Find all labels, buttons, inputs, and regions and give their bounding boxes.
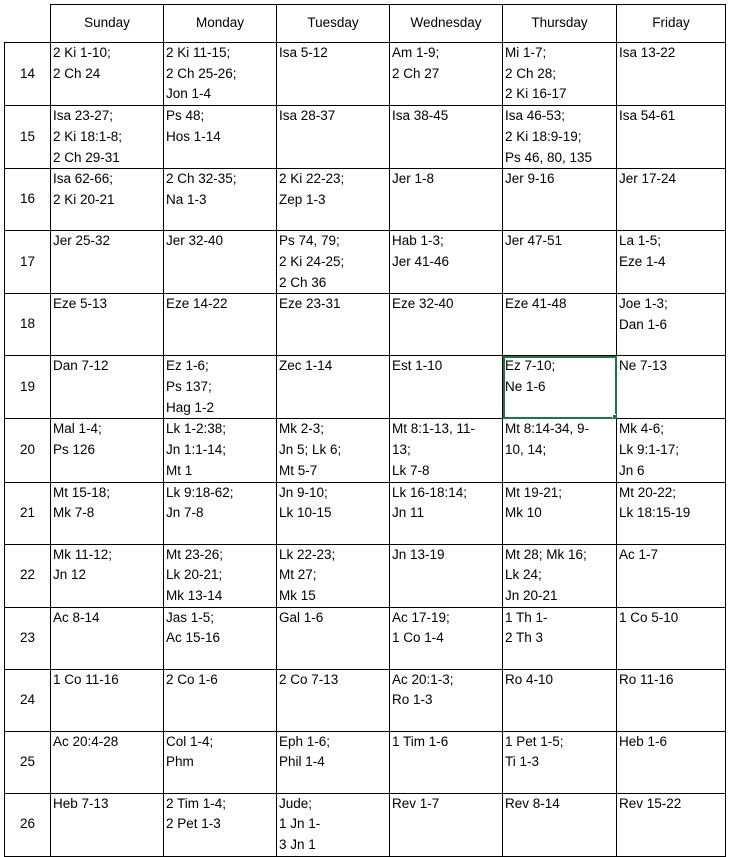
day-header[interactable]: Wednesday [390, 5, 503, 43]
reading-line: 2 Ch 36 [279, 274, 327, 290]
reading-line: 1 Co 1-4 [392, 630, 444, 646]
day-header[interactable]: Tuesday [277, 5, 390, 43]
table-row [5, 482, 726, 544]
reading-cell[interactable] [164, 106, 277, 169]
reading-line: Ac 20:4-28 [53, 733, 119, 749]
reading-cell[interactable] [390, 731, 503, 793]
reading-cell[interactable] [51, 169, 164, 231]
reading-line: Mt 20-22; [619, 484, 677, 500]
reading-cell[interactable] [51, 231, 164, 294]
reading-line: Eze 41-48 [505, 296, 567, 312]
reading-cell[interactable] [277, 294, 390, 356]
table-row [5, 294, 726, 356]
reading-line: Zep 1-3 [279, 191, 326, 207]
day-header[interactable]: Monday [164, 5, 277, 43]
reading-line: Lk 18:15-19 [619, 505, 691, 521]
reading-line: Lk 7-8 [392, 462, 430, 478]
reading-line: Mi 1-7; [505, 45, 547, 60]
week-number-cell[interactable]: 21 [5, 482, 51, 544]
reading-cell[interactable] [164, 231, 277, 294]
reading-line: Am 1-9; [392, 45, 440, 60]
reading-cell[interactable] [164, 294, 277, 356]
reading-line: Dan 1-6 [619, 317, 668, 333]
reading-line: 1 Pet 1-5; [505, 733, 564, 749]
reading-cell[interactable] [503, 106, 617, 169]
reading-line: 10, 14; [505, 442, 547, 458]
reading-cell[interactable] [617, 294, 726, 356]
reading-line: 3 Jn 1 [279, 837, 316, 853]
reading-line: 1 Co 5-10 [619, 609, 679, 625]
reading-line: Jn 9-10; [279, 484, 328, 500]
reading-line: 13; [392, 442, 411, 458]
reading-line: Ps 74, 79; [279, 233, 340, 249]
reading-cell[interactable] [277, 669, 390, 731]
reading-line: Col 1-4; [166, 733, 214, 749]
reading-line: Mt 15-18; [53, 484, 111, 500]
reading-cell[interactable] [617, 607, 726, 669]
reading-line: Ps 137; [166, 379, 212, 395]
reading-cell[interactable] [503, 169, 617, 231]
week-number-cell[interactable]: 17 [5, 231, 51, 294]
reading-cell[interactable] [617, 43, 726, 106]
reading-cell[interactable] [51, 482, 164, 544]
reading-cell[interactable] [390, 419, 503, 482]
reading-line: 2 Ki 18:1-8; [53, 128, 123, 144]
reading-cell[interactable] [390, 106, 503, 169]
reading-cell[interactable] [617, 793, 726, 856]
reading-line: Ps 46, 80, 135 [505, 149, 593, 165]
table-row [5, 607, 726, 669]
reading-line: Heb 1-6 [619, 733, 668, 749]
reading-cell[interactable] [277, 731, 390, 793]
reading-line: Ez 7-10; [505, 358, 556, 374]
reading-cell[interactable] [164, 669, 277, 731]
reading-cell[interactable] [164, 169, 277, 231]
reading-cell[interactable] [390, 231, 503, 294]
reading-line: 2 Th 3 [505, 630, 544, 646]
reading-cell[interactable] [51, 731, 164, 793]
week-number-cell[interactable]: 26 [5, 793, 51, 856]
reading-line: Jn 5; Lk 6; [279, 442, 342, 458]
table-row [5, 106, 726, 169]
reading-cell[interactable] [617, 544, 726, 607]
reading-line: Ro 11-16 [619, 671, 674, 687]
reading-line: Jn 12 [53, 567, 87, 583]
reading-line: Eze 1-4 [619, 253, 666, 269]
reading-line: Isa 62-66; [53, 171, 114, 187]
reading-line: Hos 1-14 [166, 128, 221, 144]
reading-line: Joe 1-3; [619, 296, 668, 312]
table-row [5, 231, 726, 294]
reading-line: Mk 11-12; [53, 546, 113, 562]
reading-cell[interactable] [390, 482, 503, 544]
reading-line: Eph 1-6; [279, 733, 331, 749]
reading-line: Mk 7-8 [53, 505, 95, 521]
reading-line: Mt 5-7 [279, 462, 318, 478]
reading-cell[interactable] [51, 544, 164, 607]
table-row [5, 419, 726, 482]
week-number-cell[interactable]: 19 [5, 356, 51, 419]
reading-cell[interactable] [617, 731, 726, 793]
reading-cell[interactable] [277, 419, 390, 482]
reading-line: 2 Ch 29-31 [53, 149, 120, 165]
reading-cell[interactable] [164, 482, 277, 544]
reading-cell[interactable] [617, 669, 726, 731]
reading-line: Jer 17-24 [619, 171, 677, 187]
reading-cell[interactable] [390, 793, 503, 856]
day-header[interactable]: Thursday [503, 5, 617, 43]
reading-cell[interactable] [503, 793, 617, 856]
reading-cell[interactable] [277, 169, 390, 231]
week-number-cell[interactable]: 15 [5, 106, 51, 169]
reading-line: Lk 22-23; [279, 546, 336, 562]
reading-cell[interactable] [51, 793, 164, 856]
table-row [5, 43, 726, 106]
reading-line: Zec 1-14 [279, 358, 333, 374]
reading-cell[interactable] [51, 106, 164, 169]
reading-line: Hab 1-3; [392, 233, 444, 249]
reading-line: Ac 15-16 [166, 630, 221, 646]
reading-line: Jn 20-21 [505, 587, 558, 603]
reading-line: Rev 15-22 [619, 795, 682, 811]
reading-line: Eze 5-13 [53, 296, 108, 312]
reading-line: Mt 19-21; [505, 484, 563, 500]
reading-line: Isa 5-12 [279, 45, 328, 60]
reading-line: Jer 9-16 [505, 171, 555, 187]
week-number-cell[interactable]: 22 [5, 544, 51, 607]
reading-cell[interactable] [503, 419, 617, 482]
reading-line: 2 Ch 27 [392, 65, 440, 81]
reading-cell[interactable] [277, 231, 390, 294]
reading-line: 2 Ki 24-25; [279, 253, 345, 269]
reading-line: Lk 9:18-62; [166, 484, 234, 500]
reading-line: 2 Ki 16-17 [505, 86, 567, 102]
reading-cell[interactable] [390, 43, 503, 106]
reading-line: Lk 20-21; [166, 567, 223, 583]
reading-line: Est 1-10 [392, 358, 443, 374]
reading-line: Lk 10-15 [279, 505, 332, 521]
reading-plan-table [4, 4, 726, 857]
table-row [5, 169, 726, 231]
reading-line: Jn 1:1-14; [166, 442, 227, 458]
reading-cell[interactable] [390, 669, 503, 731]
reading-line: Jude; [279, 795, 313, 811]
day-header[interactable]: Friday [617, 5, 726, 43]
reading-cell[interactable] [51, 43, 164, 106]
reading-line: Mal 1-4; [53, 421, 102, 437]
corner-cell[interactable] [5, 5, 51, 43]
reading-line: Mk 4-6; [619, 421, 665, 437]
table-row [5, 793, 726, 856]
reading-line: Isa 28-37 [279, 108, 336, 124]
reading-cell[interactable] [164, 356, 277, 419]
reading-line: Ac 17-19; [392, 609, 450, 625]
reading-line: 2 Ch 32-35; [166, 171, 237, 187]
reading-cell[interactable] [277, 544, 390, 607]
reading-cell[interactable] [277, 607, 390, 669]
reading-line: Mk 2-3; [279, 421, 325, 437]
reading-cell[interactable] [277, 106, 390, 169]
reading-cell[interactable] [164, 793, 277, 856]
reading-cell[interactable] [503, 544, 617, 607]
reading-line: Jer 32-40 [166, 233, 224, 249]
reading-cell[interactable] [503, 482, 617, 544]
reading-cell-selected[interactable] [503, 356, 617, 419]
reading-line: Dan 7-12 [53, 358, 109, 374]
reading-cell[interactable] [164, 731, 277, 793]
reading-line: 2 Ki 11-15; [166, 45, 231, 60]
reading-line: Jas 1-5; [166, 609, 215, 625]
reading-cell[interactable] [51, 607, 164, 669]
reading-cell[interactable] [503, 231, 617, 294]
reading-line: Mt 28; Mk 16; [505, 546, 587, 562]
reading-cell[interactable] [390, 544, 503, 607]
reading-cell[interactable] [617, 231, 726, 294]
reading-line: 2 Ki 1-10; [53, 45, 111, 60]
reading-line: Lk 1-2:38; [166, 421, 227, 437]
reading-line: Jn 13-19 [392, 546, 445, 562]
reading-cell[interactable] [51, 356, 164, 419]
reading-line: Mt 8:14-34, 9- [505, 421, 590, 437]
reading-cell[interactable] [164, 544, 277, 607]
reading-line: 2 Pet 1-3 [166, 816, 221, 832]
reading-cell[interactable] [51, 669, 164, 731]
reading-line: Jn 7-8 [166, 505, 204, 521]
table-row [5, 669, 726, 731]
reading-cell[interactable] [390, 169, 503, 231]
reading-line: Rev 1-7 [392, 795, 440, 811]
reading-cell[interactable] [277, 793, 390, 856]
reading-line: Isa 13-22 [619, 45, 676, 60]
reading-line: 2 Co 7-13 [279, 671, 339, 687]
reading-cell[interactable] [277, 356, 390, 419]
reading-line: Mt 8:1-13, 11- [392, 421, 476, 437]
reading-line: Heb 7-13 [53, 795, 109, 811]
reading-line: La 1-5; [619, 233, 662, 249]
reading-line: Ez 1-6; [166, 358, 209, 374]
reading-line: Lk 16-18:14; [392, 484, 468, 500]
reading-line: Eze 23-31 [279, 296, 341, 312]
header-row [5, 5, 726, 43]
reading-line: Jn 11 [392, 505, 425, 521]
reading-line: Eze 14-22 [166, 296, 228, 312]
reading-line: Ro 4-10 [505, 671, 554, 687]
reading-line: Jer 1-8 [392, 171, 435, 187]
reading-line: Jer 25-32 [53, 233, 111, 249]
reading-line: Phm [166, 754, 194, 770]
reading-line: Isa 23-27; [53, 108, 114, 124]
reading-line: Rev 8-14 [505, 795, 560, 811]
reading-cell[interactable] [617, 356, 726, 419]
reading-cell[interactable] [164, 419, 277, 482]
week-number-cell[interactable]: 18 [5, 294, 51, 356]
reading-line: Isa 38-45 [392, 108, 449, 124]
reading-line: Phil 1-4 [279, 754, 325, 770]
reading-line: Hag 1-2 [166, 399, 215, 415]
reading-cell[interactable] [617, 482, 726, 544]
reading-cell[interactable] [277, 43, 390, 106]
reading-line: Mk 13-14 [166, 587, 223, 603]
reading-cell[interactable] [51, 419, 164, 482]
reading-line: Mk 15 [279, 587, 316, 603]
reading-line: Mt 23-26; [166, 546, 224, 562]
reading-cell[interactable] [51, 294, 164, 356]
reading-line: Na 1-3 [166, 191, 207, 207]
reading-cell[interactable] [277, 482, 390, 544]
reading-cell[interactable] [503, 669, 617, 731]
reading-line: Ac 1-7 [619, 546, 659, 562]
reading-cell[interactable] [617, 106, 726, 169]
reading-cell[interactable] [503, 43, 617, 106]
reading-line: 1 Jn 1- [279, 816, 321, 832]
reading-line: Ac 8-14 [53, 609, 100, 625]
week-number-cell[interactable]: 20 [5, 419, 51, 482]
reading-line: Lk 24; [505, 567, 542, 583]
reading-line: Mk 10 [505, 505, 542, 521]
reading-line: Jer 47-51 [505, 233, 563, 249]
reading-line: 2 Ki 22-23; [279, 171, 345, 187]
reading-line: 1 Th 1- [505, 609, 548, 625]
reading-line: Ps 126 [53, 442, 96, 458]
reading-line: Ne 1-6 [505, 379, 546, 395]
reading-line: Ro 1-3 [392, 692, 433, 708]
week-number-cell[interactable]: 16 [5, 169, 51, 231]
day-header[interactable]: Sunday [51, 5, 164, 43]
reading-line: Jon 1-4 [166, 86, 212, 102]
reading-line: Lk 9:1-17; [619, 442, 680, 458]
reading-line: 2 Ki 18:9-19; [505, 128, 582, 144]
week-number-cell[interactable]: 24 [5, 669, 51, 731]
reading-cell[interactable] [503, 607, 617, 669]
reading-cell[interactable] [164, 607, 277, 669]
reading-line: Isa 46-53; [505, 108, 566, 124]
reading-line: 2 Tim 1-4; [166, 795, 227, 811]
reading-line: 2 Ch 28; [505, 65, 557, 81]
reading-cell[interactable] [390, 607, 503, 669]
reading-line: 2 Ch 24 [53, 65, 101, 81]
reading-line: Eze 32-40 [392, 296, 454, 312]
reading-line: Isa 54-61 [619, 108, 676, 124]
reading-line: Ne 7-13 [619, 358, 668, 374]
table-body [5, 43, 726, 857]
reading-line: 2 Ki 20-21 [53, 191, 115, 207]
reading-line: Ps 48; [166, 108, 205, 124]
table-row [5, 544, 726, 607]
reading-line: 2 Ch 25-26; [166, 65, 237, 81]
reading-cell[interactable] [503, 294, 617, 356]
reading-line: 2 Co 1-6 [166, 671, 218, 687]
reading-line: Mt 27; [279, 567, 317, 583]
week-number-cell[interactable]: 23 [5, 607, 51, 669]
reading-line: 1 Co 11-16 [53, 671, 119, 687]
reading-line: Jer 41-46 [392, 253, 450, 269]
table-row [5, 356, 726, 419]
reading-line: Mt 1 [166, 462, 193, 478]
table-row [5, 731, 726, 793]
week-number-cell[interactable]: 14 [5, 43, 51, 106]
reading-cell[interactable] [164, 43, 277, 106]
reading-line: 1 Tim 1-6 [392, 733, 449, 749]
reading-cell[interactable] [617, 419, 726, 482]
reading-line: Jn 6 [619, 462, 645, 478]
reading-cell[interactable] [503, 731, 617, 793]
reading-line: Gal 1-6 [279, 609, 324, 625]
week-number-cell[interactable]: 25 [5, 731, 51, 793]
reading-cell[interactable] [617, 169, 726, 231]
reading-cell[interactable] [390, 294, 503, 356]
reading-line: Ti 1-3 [505, 754, 540, 770]
reading-line: Ac 20:1-3; [392, 671, 454, 687]
reading-cell[interactable] [390, 356, 503, 419]
